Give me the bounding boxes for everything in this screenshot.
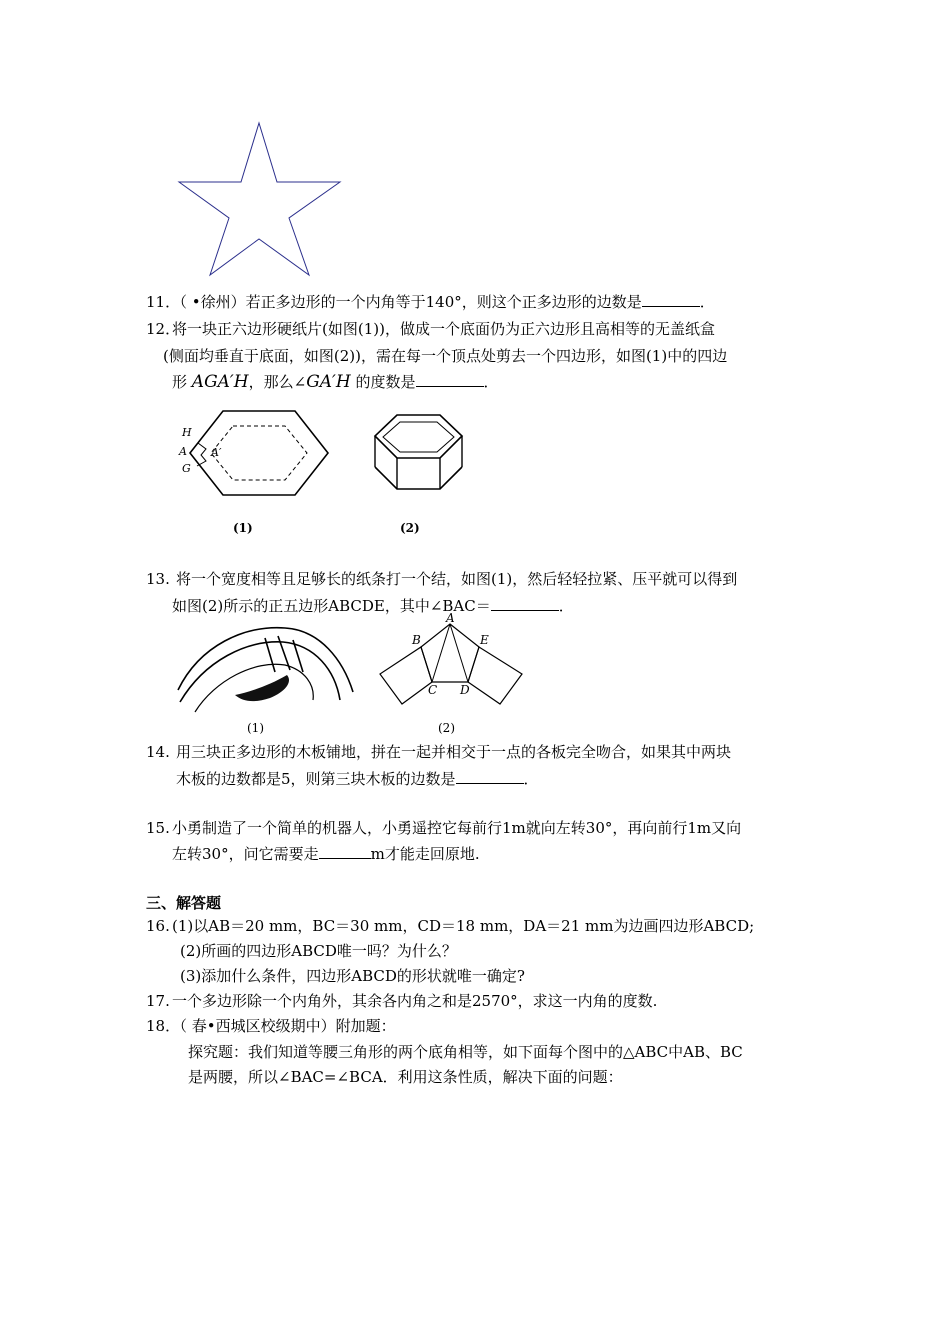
q12-line3-c: 的度数是 (355, 373, 416, 391)
fig-label-g: G (182, 462, 191, 475)
q11-end: ． (699, 293, 715, 311)
q16-line2: (2)所画的四边形ABCD唯一吗？为什么？ (180, 942, 457, 960)
pent-label-c: C (428, 683, 438, 697)
pent-label-e: E (480, 633, 489, 647)
q12-line3 (172, 372, 499, 392)
q13-end: ． (558, 597, 574, 615)
q12-caption-2: (2) (400, 521, 420, 535)
box-bottom (375, 467, 462, 489)
q14-line2-text: 木板的边数都是5，则第三块木板的边数是 (176, 770, 456, 788)
knot-shadow (235, 675, 289, 701)
q13-caption-1: (1) (247, 721, 264, 735)
q14-number: 14. (146, 743, 170, 761)
q13-number: 13. (146, 570, 170, 588)
q13-figure-knot (175, 620, 360, 738)
q12-math-gah: GA′H (306, 372, 351, 392)
q13-caption-2: (2) (438, 721, 455, 735)
q12-math-agah: AGA′H (191, 372, 249, 392)
q12-caption-1: (1) (233, 521, 253, 535)
q15-number: 15. (146, 819, 170, 837)
q11-number: 11． (146, 293, 181, 311)
pent-label-b: B (412, 633, 421, 647)
pent-label-d: D (460, 683, 470, 697)
knot-curve-3 (195, 664, 313, 712)
q11-body: （ •徐州）若正多边形的一个内角等于140°，则这个正多边形的边数是 (172, 293, 642, 311)
diag-ad (450, 624, 468, 682)
q14-blank (456, 769, 524, 784)
q12-number: 12． (146, 320, 181, 338)
q15-line2 (172, 844, 480, 864)
q11-text (172, 292, 715, 312)
q11-blank (642, 292, 700, 307)
fig-label-a-prime: A′ (211, 446, 222, 459)
diag-ac (432, 624, 450, 682)
knot-strip-edge-1 (265, 638, 275, 672)
hexagon-inner-dashed (211, 426, 307, 480)
fig-label-h: H (182, 426, 192, 439)
q15-line2-a: 左转30°，问它需要走 (172, 845, 319, 863)
q12-blank (416, 372, 484, 387)
q17-text: 一个多边形除一个内角外，其余各内角之和是2570°，求这一内角的度数. (172, 992, 658, 1010)
q14-end: ． (523, 770, 539, 788)
right-strip (468, 647, 522, 704)
q13-line2-text: 如图(2)所示的正五边形ABCDE，其中∠BAC＝ (172, 597, 491, 615)
q12-end: ． (483, 373, 499, 391)
q18-line3: 是两腰，所以∠BAC=∠BCA．利用这条性质，解决下面的问题： (188, 1068, 623, 1086)
pent-label-a: A (446, 611, 455, 625)
fig-label-a: A (179, 445, 187, 458)
q13-line1: 将一个宽度相等且足够长的纸条打一个结，如图(1)，然后轻轻拉紧、压平就可以得到 (176, 570, 738, 588)
q18-line2: 探究题：我们知道等腰三角形的两个底角相等，如下面每个图中的△ABC中AB、BC (188, 1043, 743, 1061)
section-3-title: 三、解答题 (146, 894, 222, 912)
q14-line2 (176, 769, 539, 789)
q15-blank (319, 844, 371, 859)
q12-line1: 将一块正六边形硬纸片(如图(1))，做成一个底面仍为正六边形且高相等的无盖纸盒 (172, 320, 715, 338)
q18-line1: （ 春•西城区校级期中）附加题： (172, 1017, 396, 1035)
star-shape (179, 123, 340, 275)
q18-number: 18． (146, 1017, 181, 1035)
q16-line3: (3)添加什么条件，四边形ABCD的形状就唯一确定? (180, 967, 525, 985)
q15-line1: 小勇制造了一个简单的机器人，小勇遥控它每前行1m就向左转30°，再向前行1m又向 (172, 819, 742, 837)
q12-line3-b: ，那么∠ (248, 373, 307, 391)
q12-line3-a: 形 (172, 373, 188, 391)
q15-line2-b: m才能走回原地. (370, 845, 480, 863)
q12-line2: (侧面均垂直于底面，如图(2))，需在每一个顶点处剪去一个四边形，如图(1)中的四边 (163, 347, 728, 365)
star-figure (170, 115, 350, 280)
q13-blank (491, 596, 559, 611)
q12-figure-hexagon (175, 408, 345, 538)
q16-line1: (1)以AB＝20 mm，BC＝30 mm，CD＝18 mm，DA＝21 mm为边画四边形ABCD; (172, 917, 755, 935)
q16-number: 16. (146, 917, 170, 935)
knot-curve-1 (178, 628, 353, 692)
q13-figure-pentagon (372, 612, 527, 740)
q12-figure-box (355, 410, 475, 538)
box-inner-top (383, 422, 454, 452)
left-strip (380, 647, 432, 704)
q17-number: 17. (146, 992, 170, 1010)
q14-line1: 用三块正多边形的木板铺地，拼在一起并相交于一点的各板完全吻合，如果其中两块 (176, 743, 732, 761)
